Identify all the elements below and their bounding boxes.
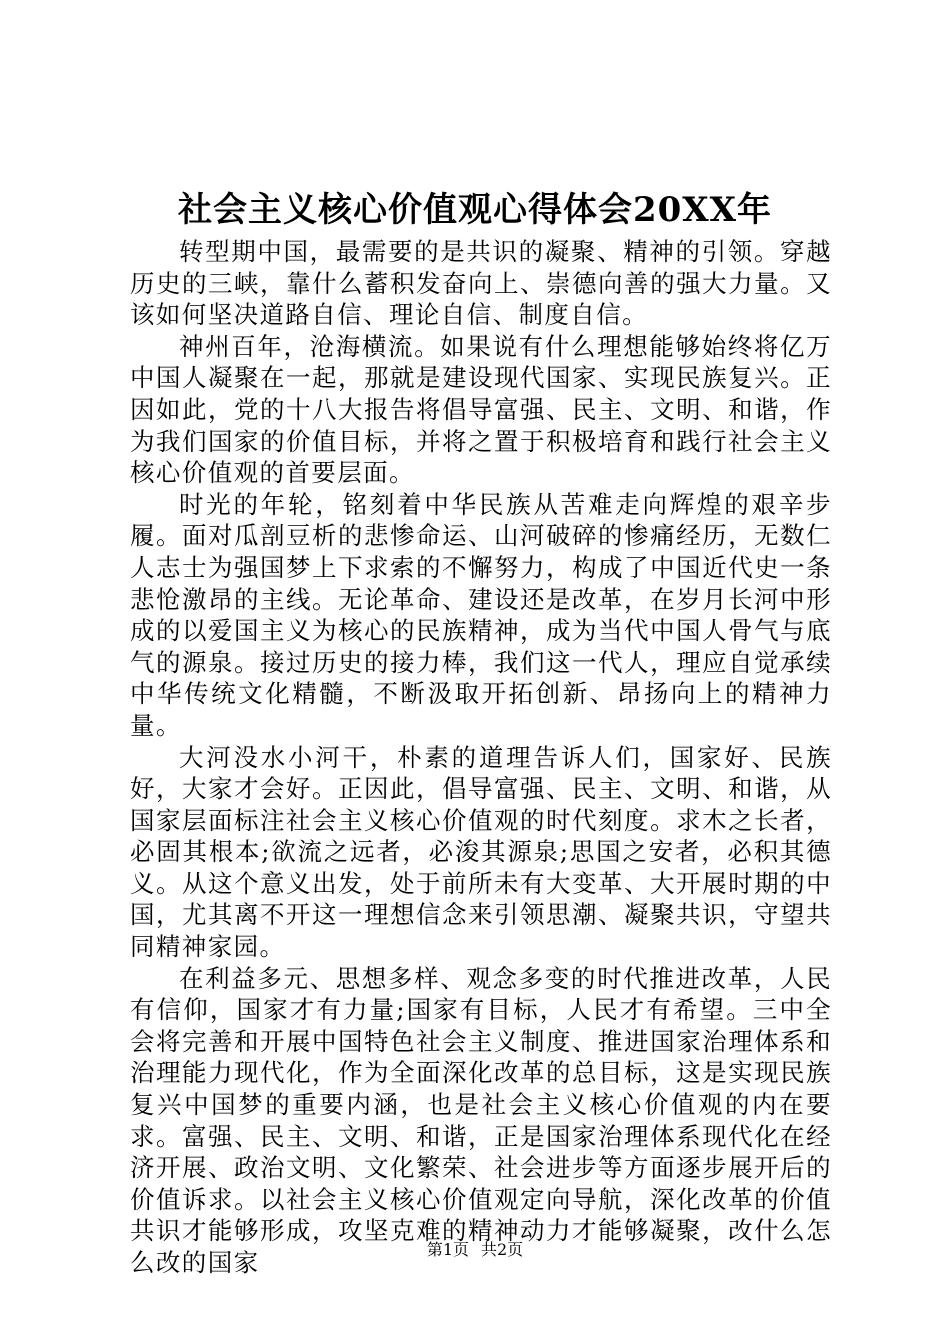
document-body [130,236,832,1279]
paragraph: 在利益多元、思想多样、观念多变的时代推进改革，人民有信仰，国家才有力量;国家有目标，人民才有希望。三中全会将完善和开展中国特色社会主义制度、推进国家治理体系和治理能力现代化，作为全面深化改革的总目标，这是实现民族复兴中国梦的重要内涵，也是社会主义核心价值观的内在要求。富强、民主、文明、和谐，正是国家治理体系现代化在经济开展、政治文明、文化繁荣、社会进步等方面逐步展开后的价值诉求。以社会主义核心价值观定向导航，深化改革的价值共识才能够形成，攻坚克难的精神动力才能够凝聚，改什么怎么改的国家 [130,963,832,1277]
paragraph: 转型期中国，最需要的是共识的凝聚、精神的引领。穿越历史的三峡，靠什么蓄积发奋向上、崇德向善的强大力量。又该如何坚决道路自信、理论自信、制度自信。 [130,237,832,330]
page-number: 第1页 [426,1240,469,1259]
paragraph: 神州百年，沧海横流。如果说有什么理想能够始终将亿万中国人凝聚在一起，那就是建设现代国家、实现民族复兴。正因如此，党的十八大报告将倡导富强、民主、文明、和谐，作为我们国家的价值目标，并将之置于积极培育和践行社会主义核心价值观的首要层面。 [130,331,832,488]
page-total: 共2页 [481,1240,524,1259]
page-footer [0,1240,950,1260]
paragraph: 大河没水小河干，朴素的道理告诉人们，国家好、民族好，大家才会好。正因此，倡导富强、民主、文明、和谐，从国家层面标注社会主义核心价值观的时代刻度。求木之长者，必固其根本;欲流之远者，必浚其源泉;思国之安者，必积其德义。从这个意义出发，处于前所未有大变革、大开展时期的中国，尤其离不开这一理想信念来引领思潮、凝聚共识，守望共同精神家园。 [130,742,832,962]
paragraph: 时光的年轮，铭刻着中华民族从苦难走向辉煌的艰辛步履。面对瓜剖豆析的悲惨命运、山河破碎的惨痛经历，无数仁人志士为强国梦上下求索的不懈努力，构成了中国近代史一条悲怆激昂的主线。无论革命、建设还是改革，在岁月长河中形成的以爱国主义为核心的民族精神，成为当代中国人骨气与底气的源泉。接过历史的接力棒，我们这一代人，理应自觉承续中华传统文化精髓，不断汲取开拓创新、昂扬向上的精神力量。 [130,489,832,740]
document-title: 社会主义核心价值观心得体会20XX年 [177,190,773,230]
